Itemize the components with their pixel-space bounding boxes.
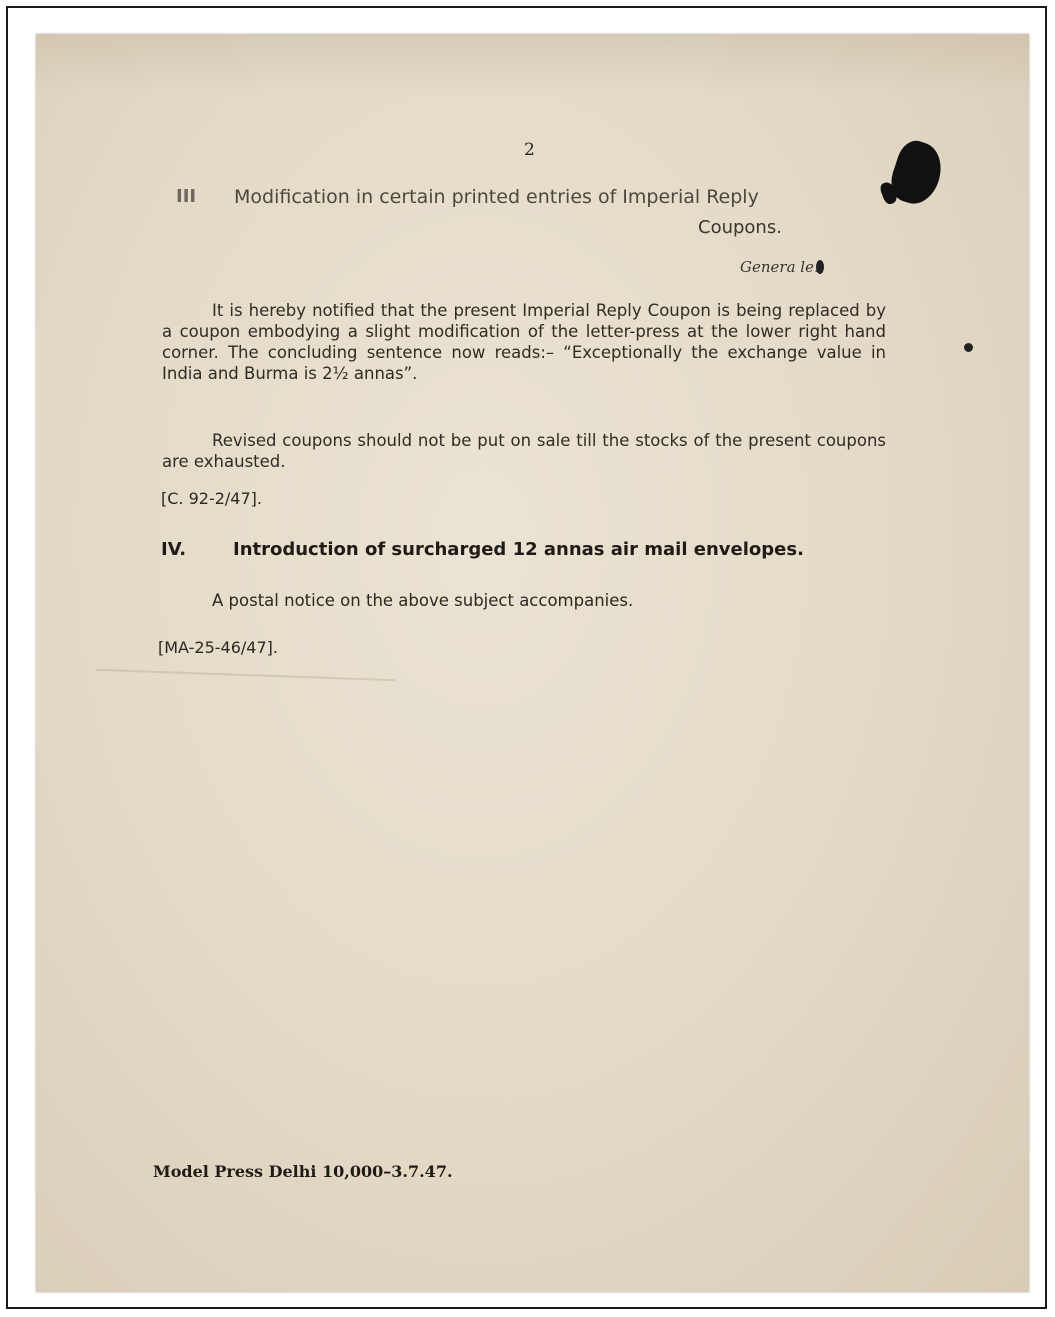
section-4-title: Introduction of surcharged 12 annas air mail envelopes. — [233, 539, 804, 560]
section-3-number: III — [176, 186, 197, 207]
section-3-reference: [C. 92-2/47]. — [161, 489, 262, 508]
paper-discoloration — [36, 34, 1029, 94]
ink-dot — [964, 343, 973, 352]
printer-imprint: Model Press Delhi 10,000–3.7.47. — [153, 1162, 453, 1181]
page-number: 2 — [524, 140, 535, 160]
section-3-title-continued: Coupons. — [698, 217, 782, 238]
section-4-text: A postal notice on the above subject accompanies. — [212, 591, 634, 610]
document-sheet — [36, 34, 1029, 1292]
section-4-reference: [MA-25-46/47]. — [158, 638, 278, 657]
section-3-paragraph-2: Revised coupons should not be put on sale till the stocks of the present coupons are exhausted. — [162, 431, 886, 471]
paper-crease — [96, 669, 396, 681]
section-3-title: Modification in certain printed entries of Imperial Reply — [234, 186, 759, 208]
section-4-number: IV. — [161, 539, 187, 560]
section-3-paragraph-1: It is hereby notified that the present Imperial Reply Coupon is being replaced by a coupon embodying a slight modification of the letter-press at the lower right hand corner. The concluding sentence now reads:– “Exceptionally the exchange value in India and Burma is 2½ annas”. — [162, 301, 886, 383]
section-3-note: Genera le. — [740, 258, 819, 276]
